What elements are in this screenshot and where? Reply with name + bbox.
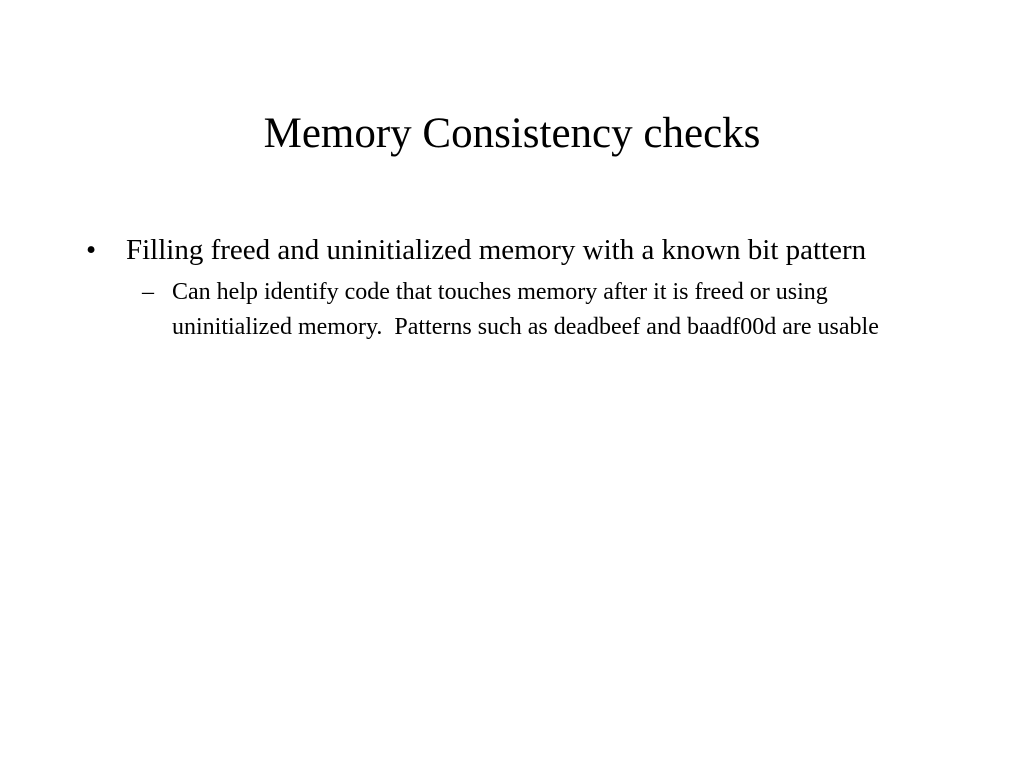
sub-bullet-item [126,275,926,345]
sub-bullet-marker: – [142,279,154,305]
bullet-text: Filling freed and uninitialized memory with a known bit pattern [126,234,867,266]
sub-bullet-list [126,275,926,345]
bullet-list [86,230,926,345]
bullet-marker: • [86,234,97,266]
sub-bullet-text: Can help identify code that touches memory after it is freed or using uninitialized memory. Patterns such as deadbeef and baadf00d are usable [172,279,879,340]
slide-title: Memory Consistency checks [263,110,761,157]
bullet-item [86,230,926,345]
